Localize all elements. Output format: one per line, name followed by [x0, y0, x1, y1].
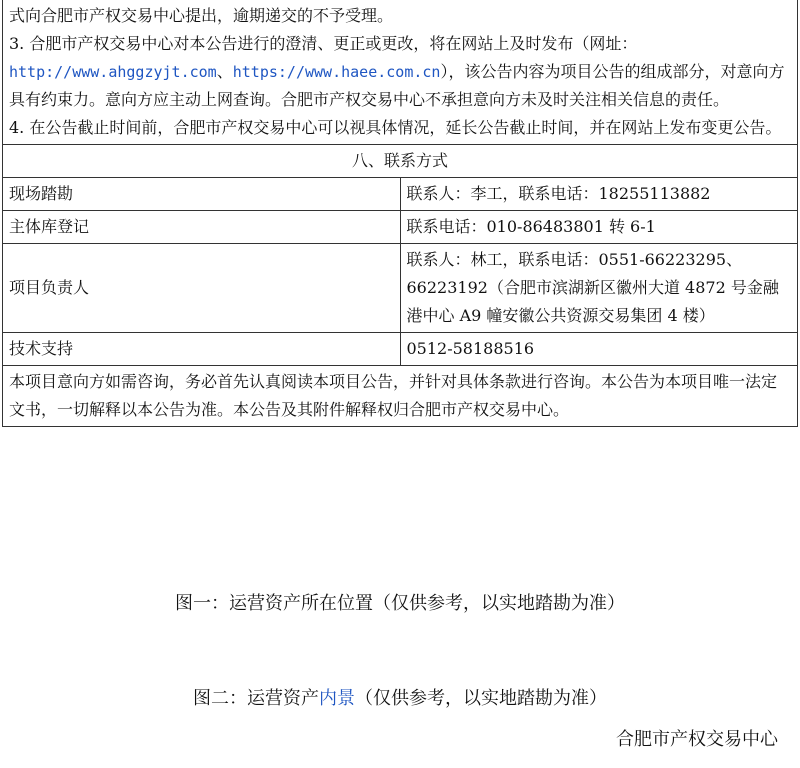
footer-organization: 合肥市产权交易中心 [616, 729, 778, 750]
item-3-text-a: 3. 合肥市产权交易中心对本公告进行的澄清、更正或更改，将在网站上及时发布（网址： [9, 34, 638, 53]
contact-value-tech-support: 0512-58188516 [400, 333, 798, 366]
intro-line: 式向合肥市产权交易中心提出，逾期递交的不予受理。 [9, 6, 394, 25]
figure-2-highlight: 内景 [319, 688, 355, 709]
contact-label-project-lead: 项目负责人 [3, 244, 401, 333]
figure-2-caption [0, 686, 800, 712]
figure-2-prefix: 图二：运营资产 [193, 688, 319, 709]
website-link-haee[interactable]: https://www.haee.com.cn [232, 63, 441, 81]
item-3-paragraph [9, 30, 791, 114]
url-separator: 、 [216, 62, 233, 81]
table-row [3, 333, 798, 366]
disclaimer-cell: 本项目意向方如需咨询，务必首先认真阅读本项目公告，并针对具体条款进行咨询。本公告为本项目唯一法定文书，一切解释以本公告为准。本公告及其附件解释权归合肥市产权交易中心。 [3, 366, 798, 427]
figure-1-caption: 图一：运营资产所在位置（仅供参考，以实地踏勘为准） [175, 593, 625, 614]
contact-value-registration: 联系电话：010-86483801 转 6-1 [400, 211, 798, 244]
contact-section-title: 八、联系方式 [3, 145, 798, 178]
contact-label-tech-support: 技术支持 [3, 333, 401, 366]
notice-table [2, 0, 798, 427]
item-4-paragraph: 4. 在公告截止时间前，合肥市产权交易中心可以视具体情况，延长公告截止时间，并在网站上发布变更公告。 [9, 118, 782, 137]
contact-label-site-visit: 现场踏勘 [3, 178, 401, 211]
item-3-text-b: ），该公告内容为项目公告的组成部分，对意向方具有约束力。意向方应主动上网查询。合肥市产权交易中心不承担意向方未及时关注相关信息的责任。 [9, 62, 785, 109]
contact-value-project-lead: 联系人：林工，联系电话：0551-66223295、66223192（合肥市滨湖新区徽州大道 4872 号金融港中心 A9 幢安徽公共资源交易集团 4 楼） [400, 244, 798, 333]
website-link-ahggzyjt[interactable]: http://www.ahggzyjt.com [9, 63, 217, 81]
table-row [3, 211, 798, 244]
figure-2-suffix: （仅供参考，以实地踏勘为准） [355, 688, 607, 709]
table-row [3, 244, 798, 333]
notice-terms-cell [3, 0, 798, 145]
table-row [3, 178, 798, 211]
contact-value-site-visit: 联系人：李工，联系电话：18255113882 [400, 178, 798, 211]
contact-label-registration: 主体库登记 [3, 211, 401, 244]
